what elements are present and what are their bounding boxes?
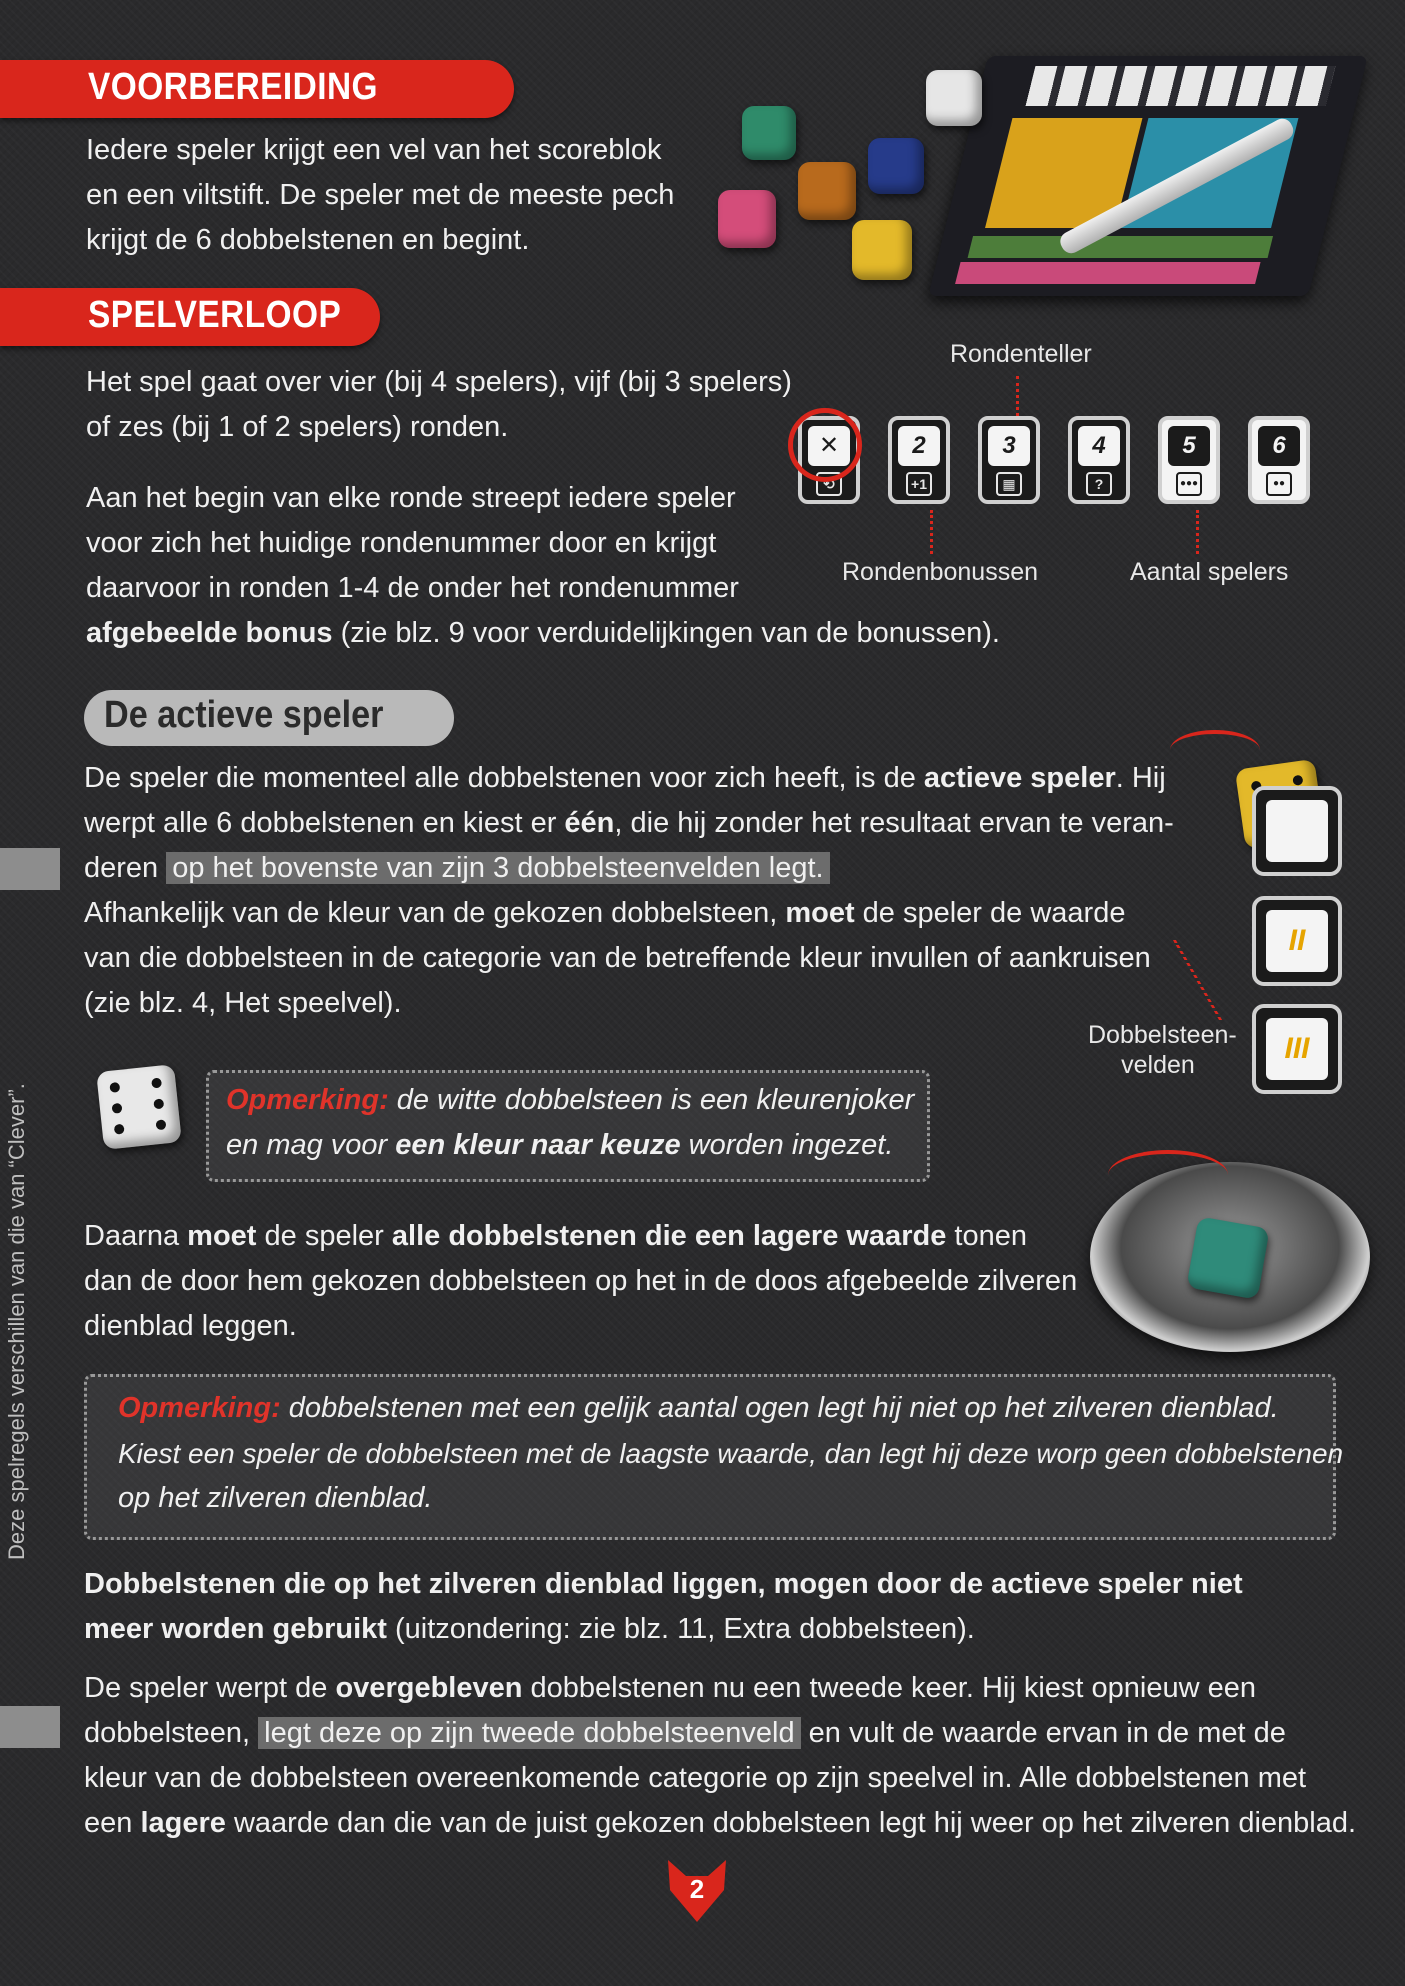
round-number: ✕	[808, 426, 850, 466]
round-box	[1248, 416, 1310, 504]
label-aantal-spelers: Aantal spelers	[1130, 558, 1289, 586]
text-span: een	[84, 1807, 141, 1839]
text-line	[84, 1666, 1344, 1711]
text-line	[84, 1607, 1344, 1652]
side-marker-bottom	[0, 1706, 60, 1748]
text-line: en een viltstift. De speler met de meeste pech	[86, 179, 675, 211]
text-line: krijgt de 6 dobbelstenen en begint.	[86, 224, 530, 256]
note-label: Opmerking:	[118, 1392, 281, 1424]
text-line	[226, 1078, 926, 1123]
orange-die-icon	[798, 162, 856, 220]
text-span: dobbelsteen,	[84, 1717, 259, 1749]
round-number: 2	[898, 426, 940, 466]
text-span: (zie blz. 9 voor verduidelijkingen van de bonussen).	[332, 617, 1000, 649]
round-tracker	[798, 416, 1318, 516]
bold-term: lagere	[140, 1807, 226, 1839]
dice-field-mark: III	[1266, 1018, 1328, 1080]
subsection-banner-actieve-speler	[84, 690, 454, 746]
highlighted-text: legt deze op zijn tweede dobbelsteenveld	[258, 1717, 800, 1749]
text-line: kleur van de dobbelsteen overeenkomende categorie op zijn speelvel in. Alle dobbelstenen met	[84, 1762, 1307, 1794]
fox-logo-icon	[662, 1856, 732, 1926]
round-bonus-icon: ?	[1086, 472, 1112, 496]
text-span: de speler de waarde	[854, 897, 1126, 929]
text-span: waarde dan die van de juist gekozen dobbelsteen legt hij weer op het zilveren dienblad.	[225, 1807, 1357, 1839]
dice-field-2	[1252, 896, 1342, 986]
round-bonus-icon: +1	[906, 472, 932, 496]
highlighted-text: op het bovenste van zijn 3 dobbelsteenvelden legt.	[166, 852, 829, 884]
scoresheet-round-row	[1025, 66, 1335, 106]
text-span: tonen	[946, 1220, 1027, 1252]
text-line	[84, 756, 1204, 801]
bold-term: overgebleven	[335, 1672, 523, 1704]
round-number: 5	[1168, 426, 1210, 466]
bold-term: actieve speler	[923, 762, 1116, 794]
text-span: werpt alle 6 dobbelstenen en kiest er	[84, 807, 565, 839]
final-text	[84, 1666, 1357, 1846]
dice-field-1	[1252, 786, 1342, 876]
round-bonus-icon: ⟲	[816, 472, 842, 496]
daarna-text	[84, 1214, 1078, 1349]
text-span: deren	[84, 852, 167, 884]
label-line: Dobbelsteen-	[1088, 1021, 1237, 1049]
text-span: dobbelstenen nu een tweede keer. Hij kiest opnieuw een	[522, 1672, 1257, 1704]
scoresheet-illustration	[928, 56, 1368, 296]
text-span: . Hij	[1115, 762, 1166, 794]
green-die-icon	[742, 106, 796, 160]
spelverloop-intro	[86, 360, 806, 450]
section-title-voorbereiding: VOORBEREIDING	[88, 66, 379, 108]
text-line	[84, 891, 1204, 936]
round-box	[1158, 416, 1220, 504]
yellow-die-icon	[852, 220, 912, 280]
text-span: De speler die momenteel alle dobbelstenen voor zich heeft, is de	[84, 762, 924, 794]
note-1-text	[226, 1078, 926, 1168]
green-die-icon	[1186, 1216, 1269, 1299]
section-title-spelverloop: SPELVERLOOP	[88, 294, 342, 336]
text-line: Aan het begin van elke ronde streept iedere speler	[86, 482, 736, 514]
round-box	[978, 416, 1040, 504]
text-line: Iedere speler krijgt een vel van het scoreblok	[86, 134, 662, 166]
dice-field-mark: II	[1266, 910, 1328, 972]
text-line: dienblad leggen.	[84, 1310, 297, 1342]
text-span: de witte dobbelsteen is een kleurenjoker	[388, 1084, 915, 1116]
dice-field-mark	[1266, 800, 1328, 862]
text-span: worden ingezet.	[680, 1129, 894, 1161]
text-line	[84, 801, 1204, 846]
note-2-text	[118, 1386, 1344, 1521]
bold-term: afgebeelde bonus	[86, 617, 333, 649]
text-line: of zes (bij 1 of 2 spelers) ronden.	[86, 411, 509, 443]
round-number: 6	[1258, 426, 1300, 466]
round-box	[888, 416, 950, 504]
bold-term: alle dobbelstenen die een lagere waarde	[391, 1220, 947, 1252]
text-line: daarvoor in ronden 1-4 de onder het rondenummer	[86, 572, 739, 604]
text-line	[226, 1123, 926, 1168]
pointer-line	[930, 510, 933, 554]
subsection-title: De actieve speler	[104, 694, 384, 736]
label-line: velden	[1121, 1051, 1195, 1079]
text-span: Afhankelijk van de kleur van de gekozen dobbelsteen,	[84, 897, 786, 929]
player-count-icon: ●●	[1266, 472, 1292, 496]
white-die-icon	[96, 1064, 182, 1150]
crossed-round-circle	[788, 408, 862, 482]
text-span: en mag voor	[226, 1129, 396, 1161]
pointer-line	[1196, 510, 1199, 554]
section-banner-voorbereiding	[0, 60, 514, 118]
pink-die-icon	[718, 190, 776, 248]
text-span: De speler werpt de	[84, 1672, 336, 1704]
text-span: dobbelstenen met een gelijk aantal ogen legt hij niet op het zilveren dienblad.	[280, 1392, 1279, 1424]
text-line	[84, 846, 1204, 891]
bold-term: moet	[187, 1220, 257, 1252]
side-note: Deze spelregels verschillen van die van “Clever”.	[4, 1083, 29, 1560]
text-line: Dobbelstenen die op het zilveren dienblad liggen, mogen door de actieve speler niet	[84, 1568, 1243, 1600]
text-line: Het spel gaat over vier (bij 4 spelers), vijf (bij 3 spelers)	[86, 366, 792, 398]
text-span: (uitzondering: zie blz. 11, Extra dobbelsteen).	[386, 1613, 975, 1645]
text-span: de speler	[256, 1220, 392, 1252]
rule-text	[84, 1562, 1344, 1652]
scoresheet-green-row	[968, 236, 1273, 258]
page-number: 2	[689, 1874, 705, 1904]
text-line	[86, 611, 1000, 656]
pointer-line	[1016, 376, 1019, 416]
white-die-icon	[926, 70, 982, 126]
arrow-icon	[1170, 730, 1260, 770]
text-line: voor zich het huidige rondenummer door en krijgt	[86, 527, 717, 559]
text-span: Daarna	[84, 1220, 188, 1252]
round-number: 3	[988, 426, 1030, 466]
label-dobbelsteenvelden	[1088, 1020, 1237, 1080]
label-rondenteller: Rondenteller	[950, 340, 1092, 368]
text-line: Kiest een speler de dobbelsteen met de laagste waarde, dan legt hij deze worp geen dobbelstenen	[118, 1438, 1344, 1469]
text-line	[84, 1801, 1357, 1846]
bold-term: moet	[785, 897, 855, 929]
blue-die-icon	[868, 138, 924, 194]
text-line	[118, 1386, 1328, 1431]
text-span: en vult de waarde ervan in de met de	[800, 1717, 1286, 1749]
text-line	[84, 1214, 1074, 1259]
bold-term: meer worden gebruikt	[84, 1613, 387, 1645]
player-count-icon: ●●●	[1176, 472, 1202, 496]
voorbereiding-text	[86, 128, 726, 263]
bold-term: één	[564, 807, 615, 839]
text-line: van die dobbelsteen in de categorie van de betreffende kleur invullen of aankruisen	[84, 942, 1151, 974]
note-label: Opmerking:	[226, 1084, 389, 1116]
text-line: (zie blz. 4, Het speelvel).	[84, 987, 402, 1019]
round-number: 4	[1078, 426, 1120, 466]
text-line: dan de door hem gekozen dobbelsteen op het in de doos afgebeelde zilveren	[84, 1265, 1078, 1297]
bold-term: een kleur naar keuze	[395, 1129, 681, 1161]
text-span: , die hij zonder het resultaat ervan te veran-	[614, 807, 1174, 839]
text-line	[84, 1711, 1344, 1756]
label-rondenbonussen: Rondenbonussen	[842, 558, 1038, 586]
actieve-speler-text	[84, 756, 1204, 1026]
section-banner-spelverloop	[0, 288, 380, 346]
side-marker-top	[0, 848, 60, 890]
text-line: op het zilveren dienblad.	[118, 1482, 433, 1514]
arrow-icon	[1108, 1150, 1228, 1200]
round-bonus-icon: ▦	[996, 472, 1022, 496]
round-box	[1068, 416, 1130, 504]
scoresheet-pink-row	[955, 262, 1260, 284]
